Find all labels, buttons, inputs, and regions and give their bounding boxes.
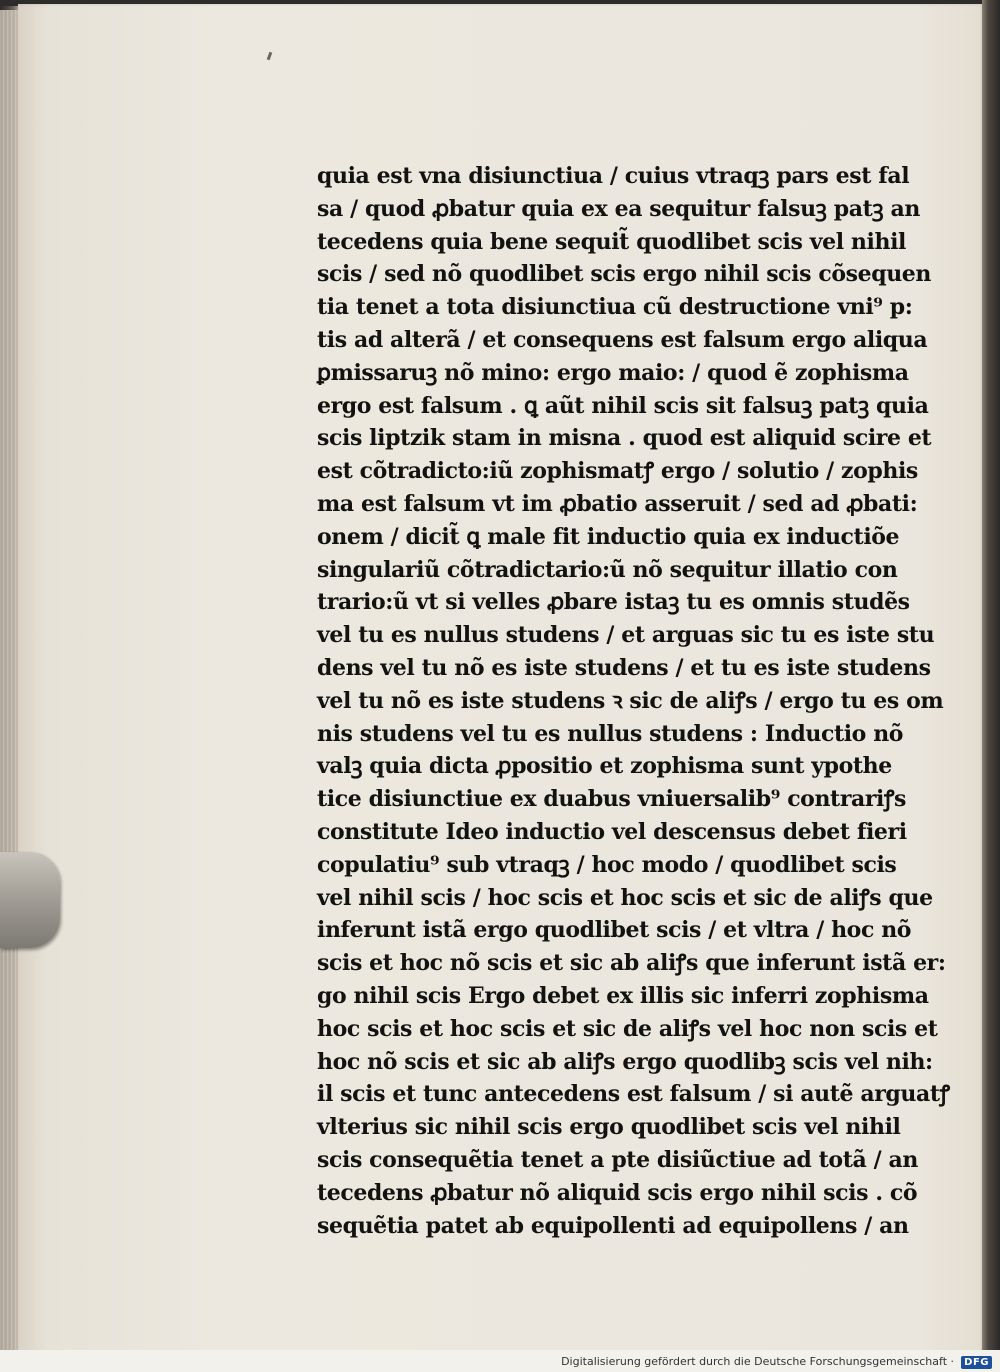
text-line: tia tenet a tota disiunctiua cũ destructione vni⁹ p: [317,294,913,321]
text-line: vel tu es nullus studens / et arguas sic tu es iste stu [317,622,935,649]
text-line: est cõtradicto:iũ zophismatꝭ ergo / solutio / zophis [317,458,918,485]
text-line: scis et hoc nõ scis et sic ab aliꝭs que inferunt istã er: [317,950,946,977]
text-line: vel tu nõ es iste studens ꝛ sic de aliꝭs / ergo tu es om [317,687,944,714]
text-line: ergo est falsum . ꝗ aũt nihil scis sit falsuꝫ patꝫ quia [317,392,929,419]
text-line: il scis et tunc antecedens est falsum / si autẽ arguatꝭ [317,1081,950,1108]
text-line: scis / sed nõ quodlibet scis ergo nihil scis cõsequen [317,261,931,288]
text-line: quia est vna disiunctiua / cuius vtraqꝫ pars est fal [317,163,910,189]
text-line: dens vel tu nõ es iste studens / et tu es iste studens [317,654,931,681]
text-line: hoc scis et hoc scis et sic de aliꝭs vel hoc non scis et [317,1015,938,1042]
text-line: singulariũ cõtradictario:ũ nõ sequitur illatio con [317,556,898,583]
text-line: inferunt istã ergo quodlibet scis / et vltra / hoc nõ [317,917,912,944]
ink-speck [267,52,273,61]
text-block [317,160,950,1242]
text-line: hoc nõ scis et sic ab aliꝭs ergo quodlibꝫ scis vel nih: [317,1048,933,1075]
page-clip [0,852,60,948]
text-line: scis liptzik stam in misna . quod est aliquid scire et [317,425,932,452]
text-line: tis ad alterã / et consequens est falsum ergo aliqua [317,326,928,353]
footer-bar [0,1350,1000,1372]
text-line: onem / dicit̃ ꝗ male fit inductio quia ex inductiõe [317,523,900,550]
dfg-logo: DFG [961,1356,992,1369]
text-line: scis consequẽtia tenet a pte disiũctiue ad totã / an [317,1146,918,1173]
text-line: sequẽtia patet ab equipollenti ad equipollens / an [317,1212,909,1239]
funding-credit: Digitalisierung gefördert durch die Deutsche Forschungsgemeinschaft · [561,1355,954,1368]
text-line: ma est falsum vt im ꝓbatio asseruit / sed ad ꝓbati: [317,490,918,517]
text-line: copulatiu⁹ sub vtraqꝫ / hoc modo / quodlibet scis [317,851,897,878]
text-line: ꝑmissaruꝫ nõ mino: ergo maio: / quod ẽ zophisma [317,359,909,386]
text-line: sa / quod ꝓbatur quia ex ea sequitur falsuꝫ patꝫ an [317,195,920,222]
text-line: valꝫ quia dicta ꝓpositio et zophisma sunt ypothe [317,753,892,780]
text-line: tice disiunctiue ex duabus vniuersalib⁹ contrariꝭs [317,786,907,813]
text-line: constitute Ideo inductio vel descensus debet fieri [317,818,907,845]
text-line: trario:ũ vt si velles ꝓbare istaꝫ tu es omnis studẽs [317,589,910,616]
text-line: nis studens vel tu es nullus studens : Inductio nõ [317,720,904,747]
text-line: vel nihil scis / hoc scis et hoc scis et sic de aliꝭs que [317,884,933,911]
book-cover-right-edge [982,0,1000,1372]
text-line: vlterius sic nihil scis ergo quodlibet scis vel nihil [317,1114,901,1141]
text-line: go nihil scis Ergo debet ex illis sic inferri zophisma [317,982,929,1009]
text-line: tecedens quia bene sequit̃ quodlibet scis vel nihil [317,228,906,255]
text-line: tecedens ꝓbatur nõ aliquid scis ergo nihil scis . cõ [317,1179,918,1206]
